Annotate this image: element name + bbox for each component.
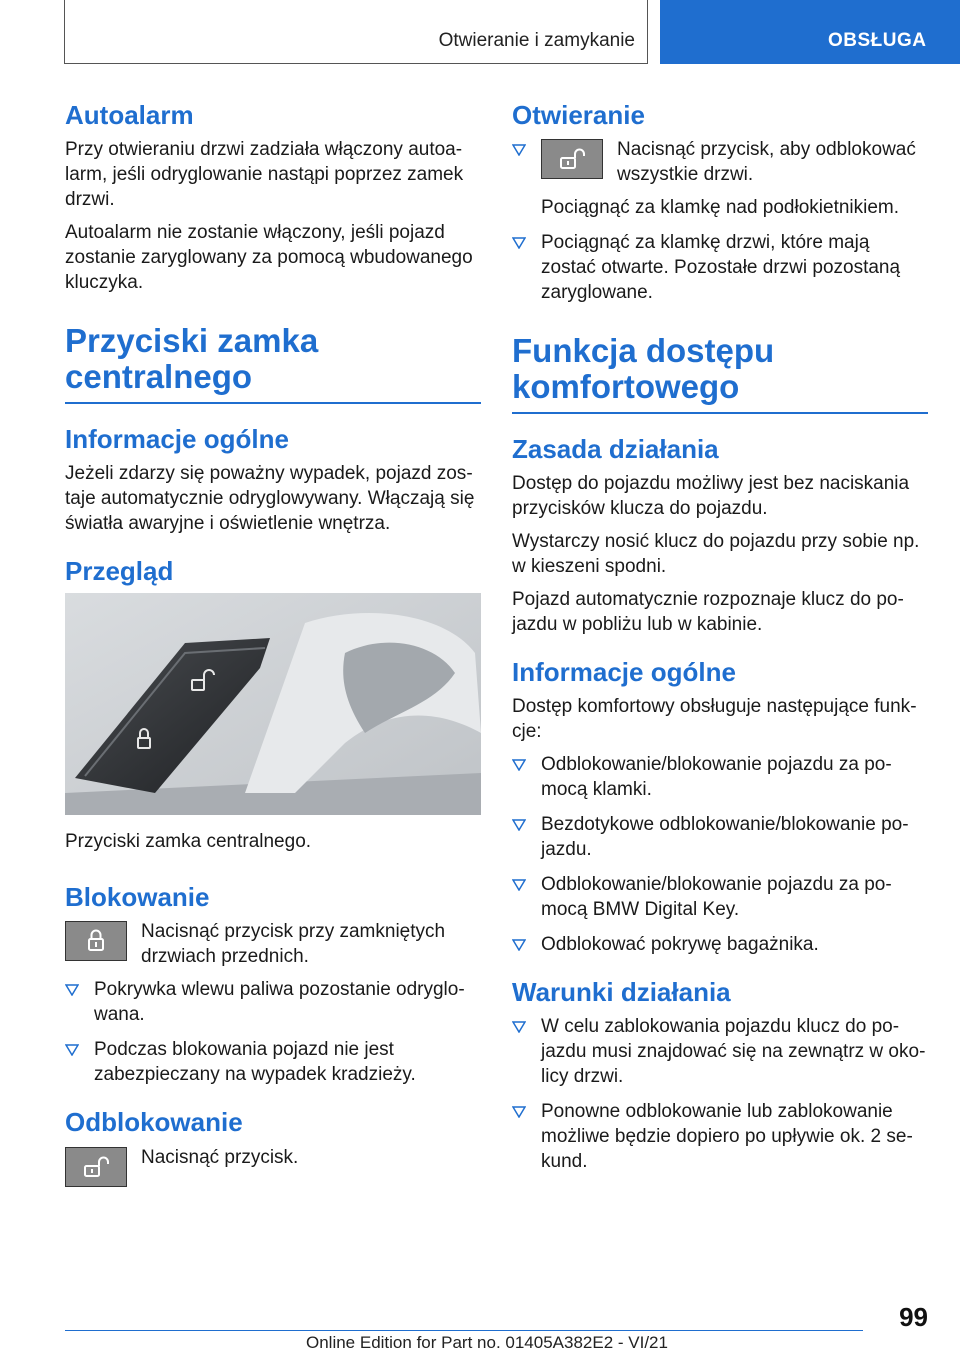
list-item bbox=[512, 230, 928, 305]
unlocking-instruction: Nacisnąć przycisk. bbox=[141, 1146, 299, 1168]
opening-step-1-continued: Pociągnąć za klamkę nad podłokietnikiem. bbox=[541, 197, 900, 219]
bullet-text: Odblokować pokrywę bagażnika. bbox=[541, 934, 819, 956]
comfort-functions-list bbox=[512, 752, 928, 957]
principle-paragraph-1: Dostęp do pojazdu możliwy jest bez naciskania przycisków klucza do pojazdu. bbox=[512, 472, 910, 519]
conditions-list bbox=[512, 1014, 928, 1174]
opening-step-1: Nacisnąć przycisk, aby odblokować wszystkie drzwi. bbox=[617, 139, 916, 186]
footer-edition: Online Edition for Part no. 01405A382E2 - VI/21 bbox=[306, 1333, 668, 1352]
autoalarm-paragraph-1: Przy otwieraniu drzwi zadziała włączony autoalarm, jeśli odryglowanie nastąpi poprzez zamek drzwi. bbox=[65, 139, 464, 211]
heading-unlocking: Odblokowanie bbox=[65, 1107, 243, 1138]
header-section-box bbox=[64, 0, 648, 64]
lock-button-row bbox=[65, 919, 481, 969]
triangle-bullet-icon bbox=[65, 1044, 79, 1056]
heading-general-info-left: Informacje ogólne bbox=[65, 423, 289, 454]
heading-opening: Otwieranie bbox=[512, 100, 645, 130]
right-column bbox=[512, 100, 928, 1184]
bullet-text: Pokrywka wlewu paliwa pozostanie odryglowana. bbox=[94, 979, 465, 1026]
bullet-text: Odblokowanie/blokowanie pojazdu za pomocą BMW Digital Key. bbox=[541, 874, 892, 921]
autoalarm-paragraph-2: Autoalarm nie zostanie włączony, jeśli pojazd zostanie zaryglowany za pomocą wbudowanego kluczyka. bbox=[65, 222, 473, 294]
triangle-bullet-icon bbox=[512, 819, 526, 831]
locking-bullet-list bbox=[65, 977, 481, 1087]
heading-conditions: Warunki działania bbox=[512, 977, 731, 1008]
bullet-text: Bezdotykowe odblokowanie/blokowanie pojazdu. bbox=[541, 814, 909, 861]
list-item bbox=[512, 872, 928, 922]
opening-step-2: Pociągnąć za klamkę drzwi, które mają zostać otwarte. Pozostałe drzwi pozostaną zaryglowane. bbox=[541, 232, 901, 304]
triangle-bullet-icon bbox=[512, 939, 526, 951]
locking-instruction: Nacisnąć przycisk przy zamkniętych drzwiach przednich. bbox=[141, 921, 446, 968]
chapter-tab-label: OBSŁUGA bbox=[828, 30, 927, 51]
heading-overview: Przegląd bbox=[65, 555, 174, 586]
principle-paragraph-2: Wystarczy nosić klucz do pojazdu przy sobie np. w kieszeni spodni. bbox=[512, 530, 920, 577]
heading-autoalarm: Autoalarm bbox=[65, 100, 194, 130]
footer-divider bbox=[65, 1330, 863, 1331]
lock-open-icon bbox=[65, 1147, 127, 1187]
heading-comfort-access: Funkcja dostępu komfortowego bbox=[512, 333, 928, 414]
triangle-bullet-icon bbox=[512, 237, 526, 249]
list-item bbox=[512, 812, 928, 862]
principle-paragraph-3: Pojazd automatycznie rozpoznaje klucz do pojazdu w pobliżu lub w kabinie. bbox=[512, 588, 904, 635]
bullet-text: W celu zablokowania pojazdu klucz do pojazdu musi znajdować się na zewnątrz w okolicy drzwi. bbox=[541, 1016, 926, 1088]
opening-step-list bbox=[512, 137, 928, 305]
list-item bbox=[512, 137, 928, 220]
triangle-bullet-icon bbox=[65, 984, 79, 996]
lock-open-icon bbox=[541, 139, 603, 179]
triangle-bullet-icon bbox=[512, 144, 526, 156]
list-item bbox=[65, 977, 481, 1027]
bullet-text: Odblokowanie/blokowanie pojazdu za pomocą klamki. bbox=[541, 754, 892, 801]
bullet-text: Ponowne odblokowanie lub zablokowanie możliwe będzie dopiero po upływie ok. 2 sekund. bbox=[541, 1101, 913, 1173]
heading-locking: Blokowanie bbox=[65, 882, 210, 913]
unlock-button-row bbox=[65, 1145, 481, 1187]
list-item bbox=[512, 752, 928, 802]
lock-closed-icon bbox=[65, 921, 127, 961]
chapter-tab bbox=[660, 0, 960, 64]
door-lock-buttons-photo bbox=[65, 593, 481, 815]
list-item bbox=[512, 1014, 928, 1089]
triangle-bullet-icon bbox=[512, 879, 526, 891]
triangle-bullet-icon bbox=[512, 1021, 526, 1033]
list-item bbox=[512, 932, 928, 957]
heading-central-lock: Przyciski zamka centralnego bbox=[65, 323, 481, 404]
triangle-bullet-icon bbox=[512, 759, 526, 771]
list-item bbox=[512, 1099, 928, 1174]
header-section-title: Otwieranie i zamykanie bbox=[438, 30, 635, 51]
left-column bbox=[65, 100, 481, 1195]
heading-principle: Zasada działania bbox=[512, 433, 719, 464]
opening-button-row bbox=[512, 137, 928, 187]
general-info-paragraph: Jeżeli zdarzy się poważny wypadek, pojazd zostaje automatycznie odryglowywany. Włączają się światła awaryjne i oświetlenie wnętrza. bbox=[65, 462, 475, 534]
bullet-text: Podczas blokowania pojazd nie jest zabezpieczany na wypadek kradzieży. bbox=[94, 1039, 416, 1086]
photo-caption: Przyciski zamka centralnego. bbox=[65, 831, 312, 853]
general-info-right-paragraph: Dostęp komfortowy obsługuje następujące funkcje: bbox=[512, 696, 917, 743]
page-number: 99 bbox=[899, 1302, 928, 1332]
triangle-bullet-icon bbox=[512, 1106, 526, 1118]
heading-general-info-right: Informacje ogólne bbox=[512, 656, 736, 687]
list-item bbox=[65, 1037, 481, 1087]
